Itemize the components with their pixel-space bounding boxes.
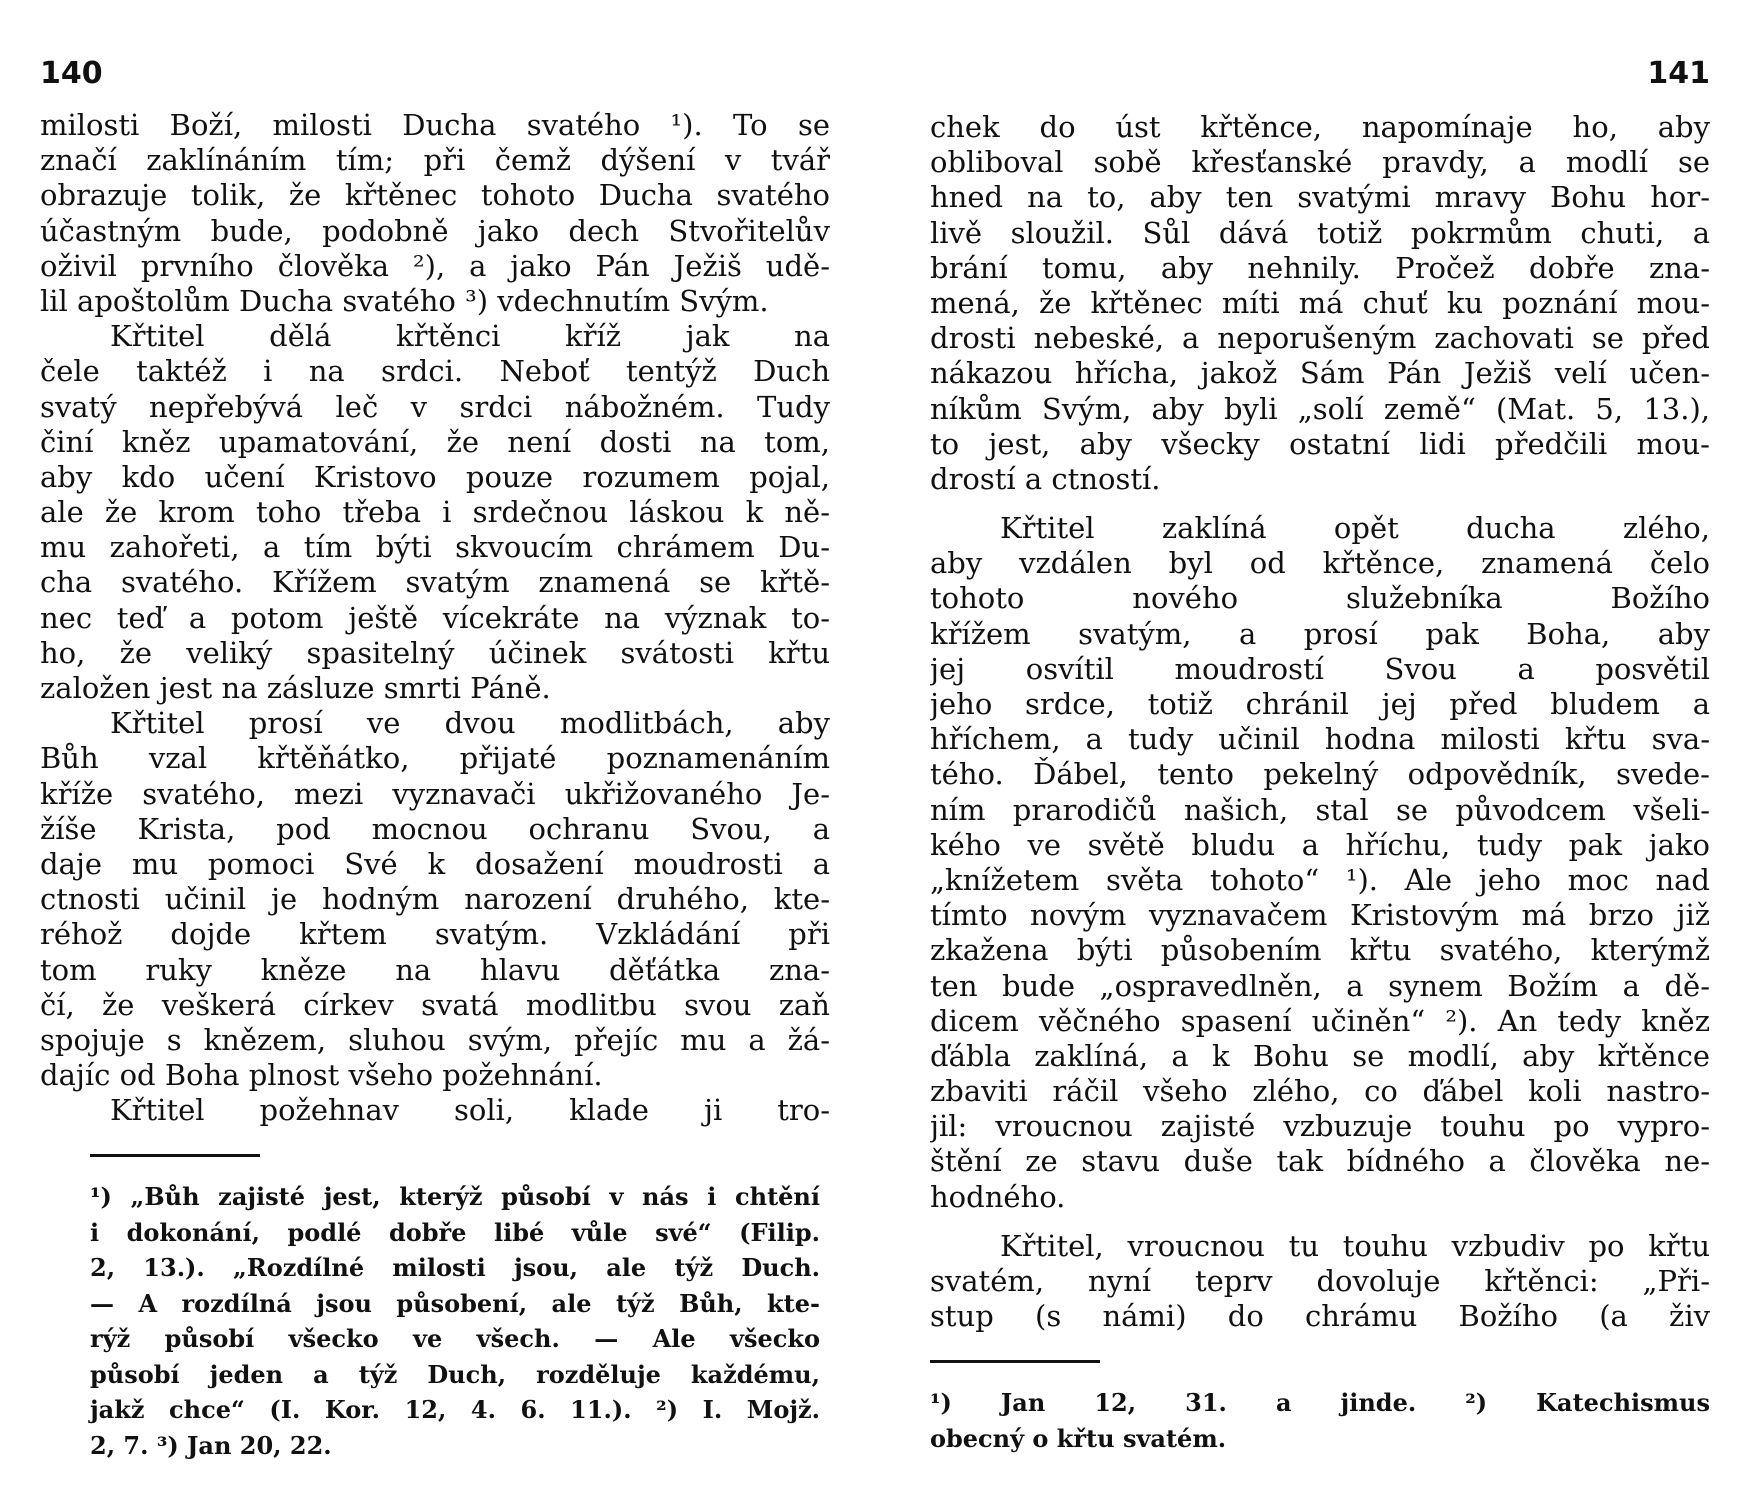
text-line: kého ve světě bludu a hříchu, tudy pak jako xyxy=(930,827,1710,862)
text-line: ním prarodičů našich, stal se původcem všeli- xyxy=(930,792,1710,827)
text-line: ho, že veliký spasitelný účinek svátosti křtu xyxy=(40,635,830,670)
footnote-line: 2, 7. ³) Jan 20, 22. xyxy=(90,1430,332,1460)
text-line: tého. Ďábel, tento pekelný odpovědník, svede- xyxy=(930,757,1710,792)
body-text xyxy=(930,511,1710,1215)
page-number: 140 xyxy=(40,56,103,91)
text-line: nec teď a potom ještě vícekráte na význak to- xyxy=(40,600,830,635)
text-line: milosti Boží, milosti Ducha svatého ¹). To se xyxy=(40,108,830,142)
footnote-line: rýž působí všecko ve všech. — Ale všecko xyxy=(90,1324,820,1354)
text-line: čele taktéž i na srdci. Neboť tentýž Duch xyxy=(40,354,830,389)
text-line: drostí a ctností. xyxy=(930,461,1161,496)
footnote-rule xyxy=(90,1154,260,1157)
text-line: chek do úst křtěnce, napomínaje ho, aby xyxy=(930,110,1710,144)
text-line: ďábla zaklíná, a k Bohu se modlí, aby křtěnce xyxy=(930,1038,1710,1073)
text-line: drosti nebeské, a neporušeným zachovati se před xyxy=(930,321,1710,356)
text-line: zkažena býti působením křtu svatého, kterýmž xyxy=(930,933,1710,968)
text-line: kříže svatého, mezi vyznavači ukřižovaného Je- xyxy=(40,776,830,811)
text-line: tohoto nového služebníka Božího xyxy=(930,581,1710,616)
text-line: křížem svatým, a prosí pak Boha, aby xyxy=(930,616,1710,651)
text-line: cha svatého. Křížem svatým znamená se křtě- xyxy=(40,565,830,600)
text-line: žíše Krista, pod mocnou ochranu Svou, a xyxy=(40,811,830,846)
footnote-line: obecný o křtu svatém. xyxy=(930,1423,1227,1453)
text-line: réhož dojde křtem svatým. Vzkládání při xyxy=(40,917,830,952)
text-line: jeho srdce, totiž chránil jej před bludem a xyxy=(930,687,1710,721)
text-line: aby kdo učení Kristovo pouze rozumem pojal, xyxy=(40,459,830,494)
text-line: dajíc od Boha plnost všeho požehnání. xyxy=(40,1058,603,1093)
footnote-line: i dokonání, podlé dobře libé vůle své“ (Filip. xyxy=(90,1217,820,1247)
text-line: Křtitel prosí ve dvou modlitbách, aby xyxy=(110,706,830,741)
text-line: hodného. xyxy=(930,1179,1066,1214)
footnotes xyxy=(40,1179,830,1463)
body-text xyxy=(930,1229,1710,1335)
text-line: ale že krom toho třeba i srdečnou láskou k ně- xyxy=(40,495,830,530)
text-line: jej osvítil moudrostí Svou a posvětil xyxy=(930,651,1710,686)
footnote-line: — A rozdílná jsou působení, ale týž Bůh, kte- xyxy=(90,1288,820,1318)
text-line: livě sloužil. Sůl dává totiž pokrmům chuti, a xyxy=(930,215,1710,250)
text-line: dicem věčného spasení učiněn“ ²). An tedy kněz xyxy=(930,1003,1710,1038)
text-line: jil: vroucnou zajisté vzbuzuje touhu po vypro- xyxy=(930,1109,1710,1144)
footnote-rule xyxy=(930,1360,1100,1363)
text-line: lil apoštolům Ducha svatého ³) vdechnutím Svým. xyxy=(40,283,769,318)
text-line: Křtitel dělá křtěnci kříž jak na xyxy=(110,319,830,354)
text-line: obliboval sobě křesťanské pravdy, a modlí se xyxy=(930,145,1710,180)
footnote-line: působí jeden a týž Duch, rozděluje každému, xyxy=(90,1359,820,1389)
footnotes xyxy=(930,1385,1710,1456)
text-line: níkům Svým, aby byli „solí země“ (Mat. 5, 13.), xyxy=(930,391,1710,426)
body-text xyxy=(40,108,830,1128)
text-line: svatý nepřebývá leč v srdci nábožném. Tudy xyxy=(40,389,830,424)
text-line: oživil prvního člověka ²), a jako Pán Ježiš udě- xyxy=(40,248,830,283)
footnote-line: 2, 13.). „Rozdílné milosti jsou, ale týž Duch. xyxy=(90,1253,820,1283)
text-line: štění ze stavu duše tak bídného a člověka ne- xyxy=(930,1144,1710,1179)
text-line: Křtitel zaklíná opět ducha zlého, xyxy=(1000,511,1710,546)
text-line: Křtitel, vroucnou tu touhu vzbudiv po křtu xyxy=(1000,1228,1710,1263)
text-line: obrazuje tolik, že křtěnec tohoto Ducha svatého xyxy=(40,178,830,213)
text-line: aby vzdálen byl od křtěnce, znamená čelo xyxy=(930,546,1710,581)
text-line: zbaviti ráčil všeho zlého, co ďábel koli nastro- xyxy=(930,1074,1710,1109)
text-line: spojuje s knězem, sluhou svým, přejíc mu a žá- xyxy=(40,1022,830,1057)
text-line: brání tomu, aby nehnily. Pročež dobře zna- xyxy=(930,250,1710,285)
text-line: daje mu pomoci Své k dosažení moudrosti a xyxy=(40,846,830,881)
text-line: založen jest na zásluze smrti Páně. xyxy=(40,671,551,705)
text-line: tom ruky kněze na hlavu děťátka zna- xyxy=(40,952,830,987)
text-line: Křtitel požehnav soli, klade ji tro- xyxy=(110,1093,830,1128)
text-line: svatém, nyní teprv dovoluje křtěnci: „Při- xyxy=(930,1264,1710,1298)
text-line: stup (s námi) do chrámu Božího (a živ xyxy=(930,1299,1710,1334)
text-line: hned na to, aby ten svatými mravy Bohu hor- xyxy=(930,180,1710,215)
right-page xyxy=(930,50,1710,1470)
body-text xyxy=(930,110,1710,497)
text-line: Bůh vzal křtěňátko, přijaté poznamenáním xyxy=(40,741,830,776)
text-line: to jest, aby všecky ostatní lidi předčili mou- xyxy=(930,426,1710,461)
text-line: hříchem, a tudy učinil hodna milosti křtu sva- xyxy=(930,722,1710,757)
text-line: „knížetem světa tohoto“ ¹). Ale jeho moc nad xyxy=(930,862,1710,897)
text-line: tímto novým vyznavačem Kristovým má brzo již xyxy=(930,898,1710,933)
text-line: mu zahořeti, a tím býti skvoucím chrámem Du- xyxy=(40,530,830,565)
text-line: čí, že veškerá církev svatá modlitbu svou zaň xyxy=(40,987,830,1022)
text-line: nákazou hřícha, jakož Sám Pán Ježiš velí učen- xyxy=(930,356,1710,391)
text-line: ten bude „ospravedlněn, a synem Božím a dě- xyxy=(930,968,1710,1003)
text-line: činí kněz upamatování, že není dosti na tom, xyxy=(40,424,830,459)
text-line: účastným bude, podobně jako dech Stvořitelův xyxy=(40,213,830,248)
text-line: značí zaklínáním tím; při čemž dýšení v tvář xyxy=(40,143,830,178)
text-line: ctnosti učinil je hodným narození druhého, kte- xyxy=(40,882,830,917)
left-page xyxy=(40,50,830,1470)
footnote-line: ¹) „Bůh zajisté jest, kterýž působí v nás i chtění xyxy=(90,1182,820,1212)
footnote-line: jakž chce“ (I. Kor. 12, 4. 6. 11.). ²) I. Mojž. xyxy=(90,1395,820,1425)
page-number: 141 xyxy=(1647,56,1710,91)
footnote-line: ¹) Jan 12, 31. a jinde. ²) Katechismus xyxy=(930,1388,1710,1418)
text-line: mená, že křtěnec míti má chuť ku poznání mou- xyxy=(930,285,1710,320)
